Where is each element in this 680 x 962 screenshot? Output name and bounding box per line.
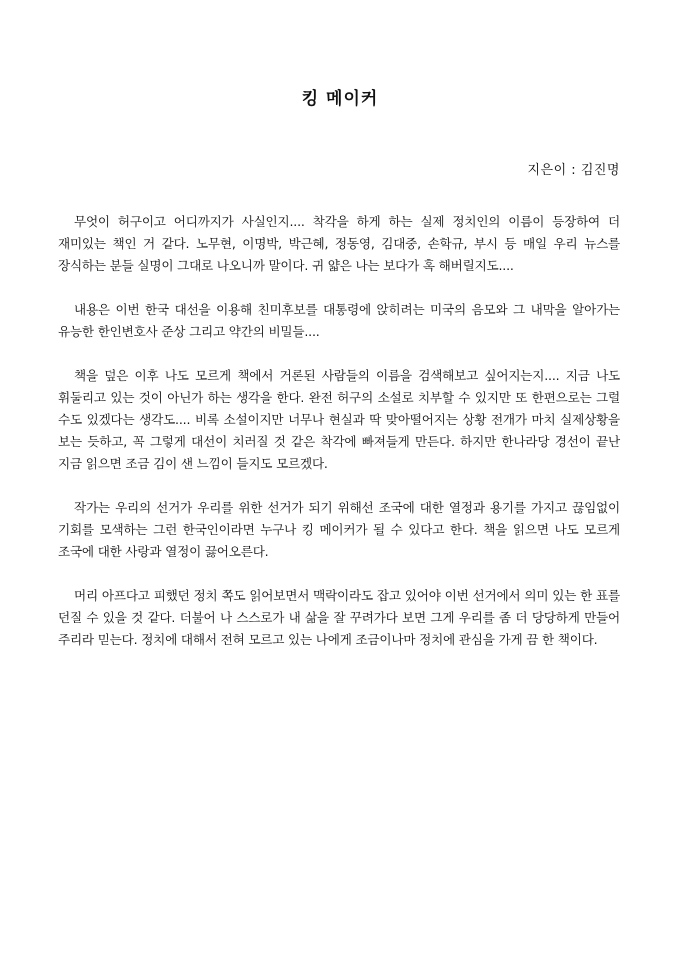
paragraph-5: 머리 아프다고 피했던 정치 쪽도 읽어보면서 맥락이라도 잡고 있어야 이번 선거에서 의미 있는 한 표를 던질 수 있을 것 같다. 더불어 나 스스로가 내 삶을 잘 꾸려가다 보면 그게 우리를 좀 더 당당하게 만들어 주리라 믿는다. 정치에 대해서 전혀 모르고 있는 나에게 조금이나마 정치에 관심을 가게 끔 한 책이다. bbox=[58, 588, 620, 647]
document-body bbox=[58, 211, 620, 673]
paragraph-2: 내용은 이번 한국 대선을 이용해 친미후보를 대통령에 앉히려는 미국의 음모와 그 내막을 알아가는 유능한 한인변호사 준상 그리고 약간의 비밀들.... bbox=[58, 302, 620, 339]
author-line: 지은이 : 김진명 bbox=[527, 163, 620, 178]
paragraph-1: 무엇이 허구이고 어디까지가 사실인지.... 착각을 하게 하는 실제 정치인의 이름이 등장하여 더 재미있는 책인 거 같다. 노무현, 이명박, 박근혜, 정동영, 김대중, 손학규, 부시 등 매일 우리 뉴스를 장식하는 분들 실명이 그대로 나오니까 말이다. 귀 얇은 나는 보다가 혹 해버릴지도.... bbox=[58, 214, 620, 273]
document-title: 킹 메이커 bbox=[301, 89, 379, 109]
paragraph-3: 책을 덮은 이후 나도 모르게 책에서 거론된 사람들의 이름을 검색해보고 싶어지는지.... 지금 나도 휘둘리고 있는 것이 아닌가 하는 생각을 한다. 완전 허구의 소설로 치부할 수 있지만 또 한편으로는 그럴 수도 있겠다는 생각도.... 비록 소설이지만 너무나 현실과 딱 맞아떨어지는 상황 전개가 마치 실제상황을 보는 듯하고, 꼭 그렇게 대선이 치러질 것 같은 착각에 빠져들게 만든다. 하지만 한나라당 경선이 끝난 지금 읽으면 조금 김이 샌 느낌이 들지도 모르겠다. bbox=[58, 368, 620, 471]
paragraph-4: 작가는 우리의 선거가 우리를 위한 선거가 되기 위해선 조국에 대한 열정과 용기를 가지고 끊임없이 기회를 모색하는 그런 한국인이라면 누구나 킹 메이커가 될 수 있다고 한다. 책을 읽으면 나도 모르게 조국에 대한 사랑과 열정이 끓어오른다. bbox=[58, 500, 620, 559]
